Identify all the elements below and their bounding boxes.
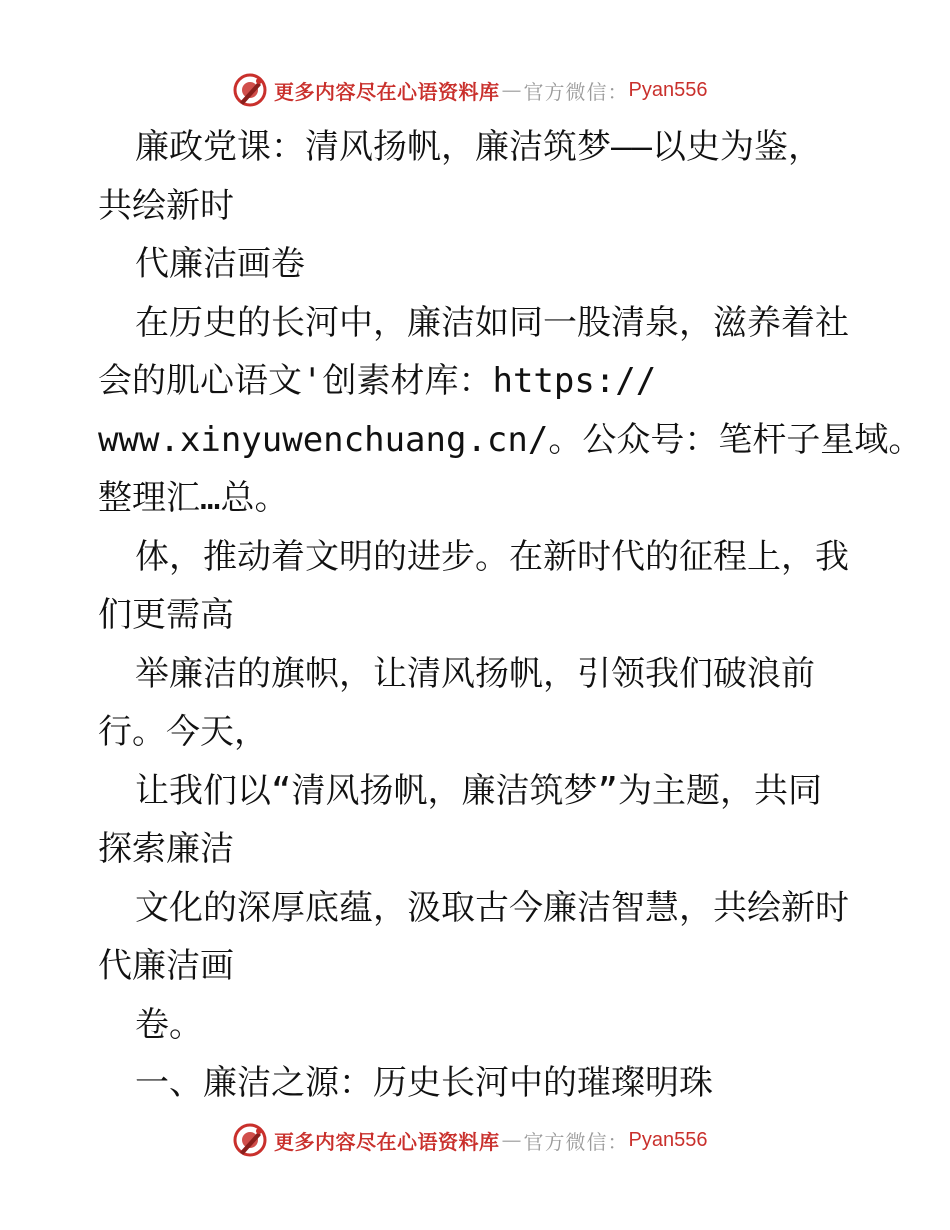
banner-dash: — — [501, 78, 522, 102]
footer-watermark-banner — [232, 1120, 707, 1160]
text-line: 举廉洁的旗帜，让清风扬帆，引领我们破浪前 — [135, 653, 815, 694]
banner-wechat-label: 官方微信： — [523, 79, 629, 104]
banner-site-text: 更多内容尽在心语资料库 — [274, 1129, 500, 1154]
document-body — [98, 118, 923, 1113]
text-line: 代廉洁画卷 — [135, 244, 305, 284]
text-line: www.xinyuwenchuang.cn/。公众号：笔杆子星域。 — [98, 419, 923, 460]
text-line: 廉政党课：清风扬帆，廉洁筑梦——以史为鉴， — [135, 127, 822, 167]
header-watermark-banner — [232, 70, 707, 110]
text-line: 代廉洁画 — [98, 946, 234, 986]
banner-wechat-id: Pyan556 — [628, 78, 708, 101]
text-line: 会的肌心语文'创素材库：https:// — [98, 361, 657, 401]
text-line: 在历史的长河中，廉洁如同一股清泉，滋养着社 — [135, 302, 849, 343]
banner-site-text: 更多内容尽在心语资料库 — [274, 79, 500, 104]
banner-wechat-label: 官方微信： — [523, 1129, 629, 1154]
section-heading: 一、廉洁之源：历史长河中的璀璨明珠 — [135, 1063, 713, 1103]
banner-wechat-id: Pyan556 — [628, 1128, 708, 1151]
text-line: 体，推动着文明的进步。在新时代的征程上，我 — [135, 536, 849, 577]
brand-logo-icon — [232, 72, 268, 108]
text-line: 行。今天， — [98, 712, 268, 752]
banner-dash: — — [501, 1128, 522, 1152]
text-line: 们更需高 — [98, 595, 234, 635]
text-line: 让我们以“清风扬帆，廉洁筑梦”为主题，共同 — [135, 770, 822, 811]
text-line: 共绘新时 — [98, 185, 234, 226]
text-line: 整理汇…总。 — [98, 478, 289, 518]
text-line: 探索廉洁 — [98, 829, 234, 869]
brand-logo-icon — [232, 1122, 268, 1158]
text-line: 文化的深厚底蕴，汲取古今廉洁智慧，共绘新时 — [135, 887, 849, 928]
text-line: 卷。 — [135, 1004, 203, 1045]
